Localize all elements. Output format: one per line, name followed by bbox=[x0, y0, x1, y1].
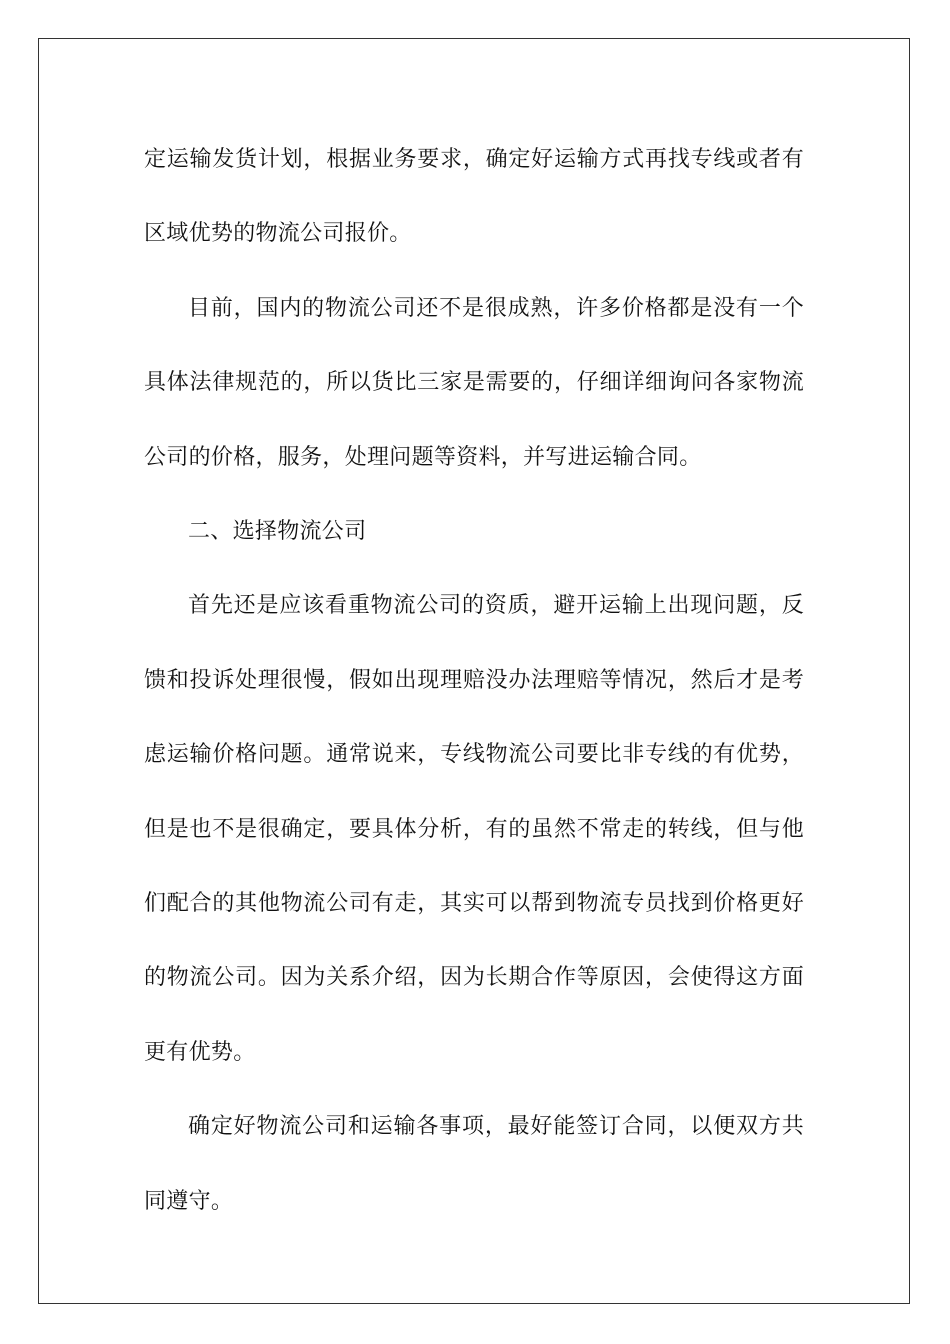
paragraph-qualification: 首先还是应该看重物流公司的资质，避开运输上出现问题，反馈和投诉处理很慢，假如出现理赔没办法理赔等情况，然后才是考虑运输价格问题。通常说来，专线物流公司要比非专线的有优势，但是也不是很确定，要具体分析，有的虽然不常走的转线，但与他们配合的其他物流公司有走，其实可以帮到物流专员找到价格更好的物流公司。因为关系介绍，因为长期合作等原因，会使得这方面更有优势。 bbox=[144, 593, 804, 1065]
section-heading: 二、选择物流公司 bbox=[188, 519, 367, 545]
paragraph-pricing: 目前，国内的物流公司还不是很成熟，许多价格都是没有一个具体法律规范的，所以货比三家是需要的，仔细详细询问各家物流公司的价格，服务，处理问题等资料，并写进运输合同。 bbox=[144, 295, 804, 470]
paragraph-continuation: 定运输发货计划，根据业务要求，确定好运输方式再找专线或者有区域优势的物流公司报价。 bbox=[144, 147, 804, 247]
paragraph-contract: 确定好物流公司和运输各事项，最好能签订合同，以便双方共同遵守。 bbox=[144, 1114, 804, 1214]
document-body bbox=[144, 123, 804, 1239]
